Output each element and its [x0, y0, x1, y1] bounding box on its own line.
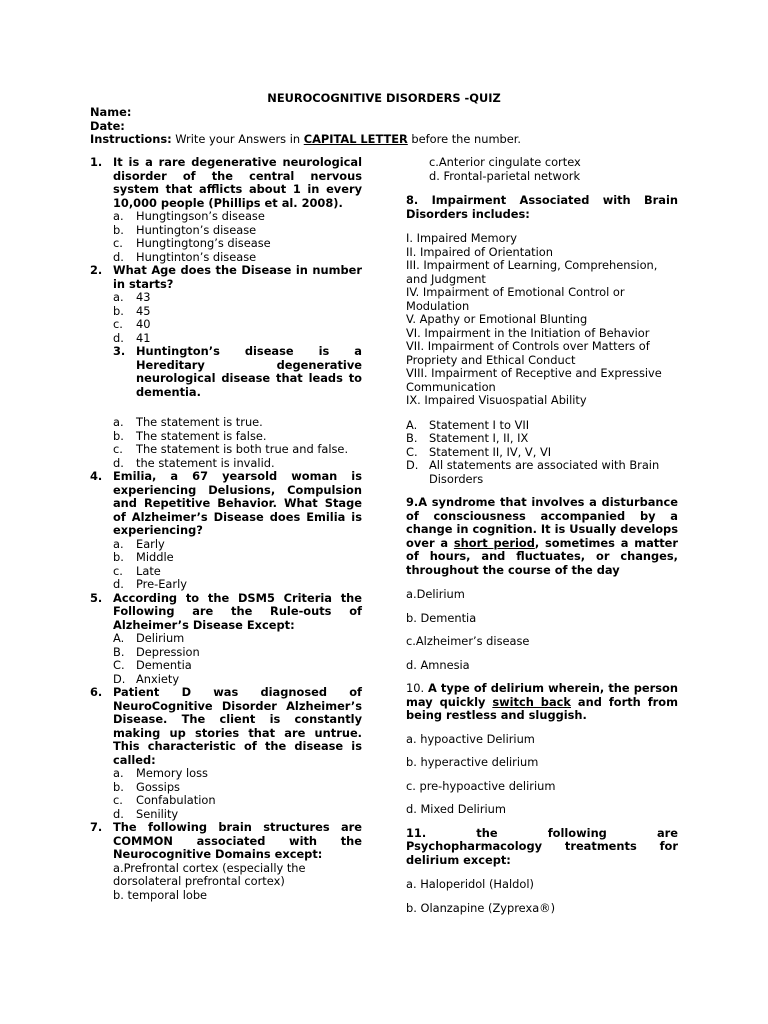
instructions-label: Instructions:	[90, 132, 172, 146]
option: B. Statement I, II, IX	[406, 431, 529, 445]
option: b. Gossips	[113, 779, 180, 794]
option: a. 43	[113, 290, 151, 304]
option: b. 45	[113, 303, 151, 318]
option: d. Pre-Early	[113, 577, 187, 591]
question-5-options	[90, 632, 362, 686]
option: d. the statement is invalid.	[113, 455, 275, 470]
option: c. Hungtingtong’s disease	[113, 236, 271, 250]
question-11-option: b. Olanzapine (Zyprexa®)	[406, 900, 556, 915]
option: a. Early	[113, 536, 165, 551]
option: c. The statement is both true and false.	[113, 442, 349, 456]
question-2-options	[90, 291, 362, 345]
right-column	[406, 156, 678, 915]
question-10: 10. A type of delirium wherein, the person may quickly switch back and forth from being restless and sluggish.	[406, 681, 678, 722]
date-field-label: Date:	[90, 119, 125, 133]
statement: II. Impaired of Orientation	[406, 244, 553, 259]
question-7-option-b: b. temporal lobe	[113, 887, 208, 902]
question-8-statements	[406, 232, 678, 408]
option: b. Middle	[113, 550, 174, 564]
statement: VII. Impairment of Controls over Matters of Propriety and Ethical Conduct	[406, 339, 650, 367]
question-7: 7. The following brain structures are COMMON associated with the Neurocognitive Domains except:	[90, 820, 362, 861]
statement: VIII. Impairment of Receptive and Expressive Communication	[406, 366, 662, 394]
question-9-option: c.Alzheimer’s disease	[406, 634, 530, 648]
option: b. Huntington’s disease	[113, 222, 257, 237]
question-9: 9.A syndrome that involves a disturbance of consciousness accompanied by a change in cognition. It is Usually develops over a short period, sometimes a matter of hours, and fluctuates, or changes, throughout the course of the day	[406, 495, 678, 577]
instructions: Instructions: Write your Answers in CAPITAL LETTER before the number.	[90, 132, 522, 146]
question-8: 8. Impairment Associated with Brain Disorders includes:	[406, 193, 678, 221]
question-3: 3. Huntington’s disease is a Hereditary degenerative neurological disease that leads to dementia.	[113, 344, 362, 399]
statement: VI. Impairment in the Initiation of Behavior	[406, 325, 650, 340]
option: B. Depression	[113, 644, 200, 659]
question-9-option: b. Dementia	[406, 610, 477, 625]
question-7-option-a: a.Prefrontal cortex (especially the dorsolateral prefrontal cortex)	[113, 860, 306, 888]
instructions-emphasis: CAPITAL LETTER	[303, 132, 408, 146]
question-11: 11. the following are Psychopharmacology treatments for delirium except:	[406, 825, 678, 867]
question-10-option: d. Mixed Delirium	[406, 802, 506, 816]
question-4: 4. Emilia, a 67 yearsold woman is experiencing Delusions, Compulsion and Repetitive Behavior. What Stage of Alzheimer’s Disease does Emilia is experiencing?	[90, 469, 362, 537]
option: d. Senility	[113, 806, 179, 821]
question-1-options	[90, 210, 362, 264]
option: d. 41	[113, 330, 151, 345]
option: D. Anxiety	[113, 671, 180, 686]
question-5: 5. According to the DSM5 Criteria the Following are the Rule-outs of Alzheimer’s Disease Except:	[90, 590, 362, 632]
option: C. Dementia	[113, 658, 192, 672]
question-4-options	[90, 538, 362, 592]
statement: IV. Impairment of Emotional Control or Modulation	[406, 285, 625, 313]
question-7-option-d: d. Frontal-parietal network	[429, 168, 581, 183]
option: a. The statement is true.	[113, 415, 263, 429]
option: c. 40	[113, 317, 151, 331]
option: b. The statement is false.	[113, 428, 267, 443]
statement: I. Impaired Memory	[406, 231, 518, 245]
question-6: 6. Patient D was diagnosed of NeuroCognitive Disorder Alzheimer’s Disease. The client is constantly making up stories that are untrue. This characteristic of the disease is called:	[90, 685, 362, 767]
option: A. Statement I to VII	[406, 417, 530, 432]
option: a. Hungtingson’s disease	[113, 209, 265, 223]
question-9-option: a.Delirium	[406, 587, 465, 601]
question-10-option: c. pre-hypoactive delirium	[406, 778, 556, 793]
statement: V. Apathy or Emotional Blunting	[406, 312, 588, 326]
option: d. Hungtinton’s disease	[113, 249, 257, 264]
question-11-option: a. Haloperidol (Haldol)	[406, 877, 534, 891]
page-title: NEUROCOGNITIVE DISORDERS -QUIZ	[267, 91, 501, 105]
statement: IX. Impaired Visuospatial Ability	[406, 393, 587, 407]
question-3-options	[90, 416, 362, 470]
question-10-option: b. hyperactive delirium	[406, 755, 539, 769]
question-2: 2. What Age does the Disease in number in starts?	[90, 263, 362, 291]
question-8-options	[406, 419, 678, 487]
option: A. Delirium	[113, 631, 185, 645]
option: a. Memory loss	[113, 766, 208, 780]
option: C. Statement II, IV, V, VI	[406, 444, 552, 459]
question-9-option: d. Amnesia	[406, 657, 470, 672]
question-7-option-c: c.Anterior cingulate cortex	[429, 155, 581, 169]
question-10-option: a. hypoactive Delirium	[406, 731, 535, 746]
option: c. Late	[113, 563, 161, 578]
left-column	[90, 156, 362, 902]
statement: III. Impairment of Learning, Comprehension, and Judgment	[406, 258, 658, 286]
question-1: 1. It is a rare degenerative neurological disorder of the central nervous system that afflicts about 1 in every 10,000 people (Phillips et al. 2008).	[90, 155, 362, 210]
option: D. All statements are associated with Brain Disorders	[406, 458, 660, 486]
question-6-options	[90, 767, 362, 821]
name-field-label: Name:	[90, 105, 132, 119]
option: c. Confabulation	[113, 793, 216, 807]
